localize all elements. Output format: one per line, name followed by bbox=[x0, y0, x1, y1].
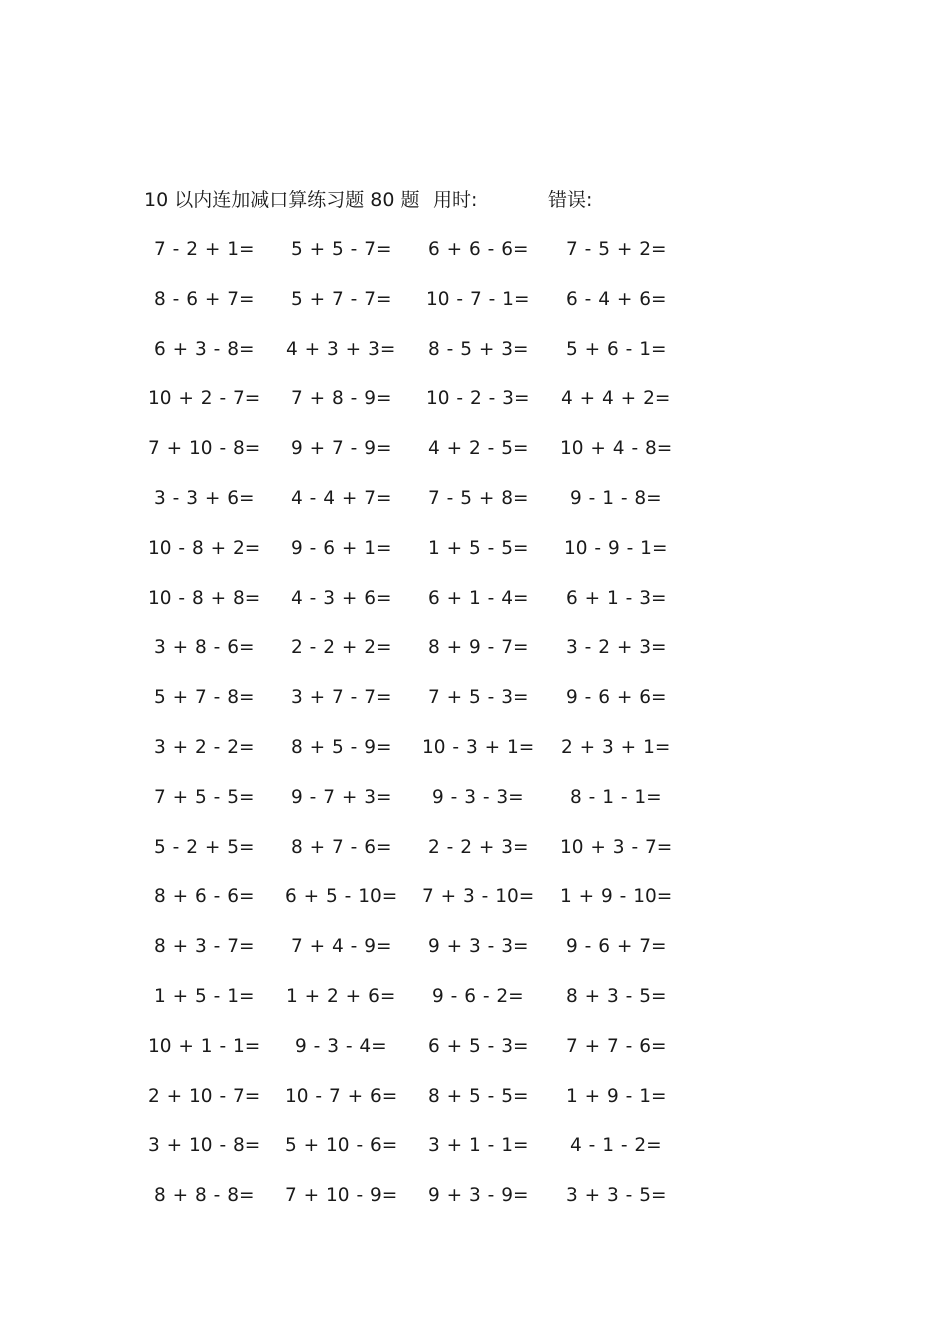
problem-item: 3 + 7 - 7= bbox=[291, 687, 392, 709]
problem-item: 7 - 2 + 1= bbox=[154, 239, 255, 260]
problem-row bbox=[0, 236, 950, 286]
problem-item: 2 - 2 + 2= bbox=[291, 637, 392, 659]
problem-item: 7 + 5 - 3= bbox=[428, 687, 529, 709]
problem-item: 7 - 5 + 2= bbox=[566, 239, 667, 260]
problem-item: 4 - 4 + 7= bbox=[291, 487, 392, 509]
problem-item: 2 + 10 - 7= bbox=[148, 1085, 261, 1107]
problem-item: 10 - 8 + 2= bbox=[148, 537, 261, 559]
problem-item: 7 + 10 - 8= bbox=[148, 438, 261, 460]
problem-item: 7 + 10 - 9= bbox=[285, 1185, 398, 1207]
problem-item: 10 - 7 + 6= bbox=[285, 1085, 398, 1107]
problem-row bbox=[0, 1033, 950, 1083]
problem-item: 10 - 3 + 1= bbox=[422, 736, 535, 758]
problem-item: 7 - 5 + 8= bbox=[428, 487, 529, 509]
problem-item: 6 + 1 - 4= bbox=[428, 587, 529, 609]
problem-row bbox=[0, 883, 950, 933]
problem-item: 1 + 9 - 1= bbox=[566, 1085, 667, 1107]
problem-row bbox=[0, 336, 950, 386]
problem-item: 5 - 2 + 5= bbox=[154, 836, 255, 858]
problem-item: 10 - 2 - 3= bbox=[426, 388, 530, 410]
problem-item: 9 - 7 + 3= bbox=[291, 786, 392, 808]
problem-row bbox=[0, 286, 950, 336]
problem-row bbox=[0, 734, 950, 784]
problem-item: 3 + 2 - 2= bbox=[154, 736, 255, 758]
error-label: 错误: bbox=[548, 189, 593, 211]
problem-item: 10 + 4 - 8= bbox=[560, 438, 673, 460]
problem-row bbox=[0, 983, 950, 1033]
problem-item: 6 - 4 + 6= bbox=[566, 288, 667, 310]
problem-item: 9 - 6 - 2= bbox=[432, 985, 524, 1007]
problem-item: 9 - 3 - 3= bbox=[432, 786, 524, 808]
problem-item: 10 - 9 - 1= bbox=[564, 537, 668, 559]
problem-item: 4 + 4 + 2= bbox=[561, 388, 671, 410]
problem-item: 3 + 10 - 8= bbox=[148, 1135, 261, 1157]
problem-item: 8 + 3 - 7= bbox=[154, 936, 255, 958]
problem-item: 9 - 3 - 4= bbox=[295, 1035, 387, 1057]
problem-item: 3 - 2 + 3= bbox=[566, 637, 667, 659]
problem-item: 8 + 6 - 6= bbox=[154, 886, 255, 908]
problem-item: 5 + 7 - 8= bbox=[154, 687, 255, 709]
problem-item: 8 + 7 - 6= bbox=[291, 836, 392, 858]
problem-item: 8 + 5 - 5= bbox=[428, 1085, 529, 1107]
problem-item: 10 + 3 - 7= bbox=[560, 836, 673, 858]
problem-item: 8 - 5 + 3= bbox=[428, 338, 529, 360]
problem-item: 7 + 5 - 5= bbox=[154, 786, 255, 808]
problem-item: 9 - 6 + 1= bbox=[291, 537, 392, 559]
problem-row bbox=[0, 535, 950, 585]
problem-row bbox=[0, 933, 950, 983]
problem-item: 8 - 1 - 1= bbox=[570, 786, 662, 808]
time-label: 用时: bbox=[433, 189, 478, 211]
problem-item: 6 + 6 - 6= bbox=[428, 239, 529, 260]
problem-item: 3 + 8 - 6= bbox=[154, 637, 255, 659]
problem-row bbox=[0, 634, 950, 684]
problem-row bbox=[0, 585, 950, 635]
problem-item: 4 - 3 + 6= bbox=[291, 587, 392, 609]
problem-item: 3 + 3 - 5= bbox=[566, 1185, 667, 1207]
problem-item: 5 + 6 - 1= bbox=[566, 338, 667, 360]
problem-row bbox=[0, 1182, 950, 1232]
problem-item: 5 + 5 - 7= bbox=[291, 239, 392, 260]
problem-item: 8 + 8 - 8= bbox=[154, 1185, 255, 1207]
problem-item: 5 + 7 - 7= bbox=[291, 288, 392, 310]
problem-item: 9 - 6 + 7= bbox=[566, 936, 667, 958]
problem-item: 10 + 1 - 1= bbox=[148, 1035, 261, 1057]
problem-item: 4 - 1 - 2= bbox=[570, 1135, 662, 1157]
problem-grid bbox=[0, 236, 950, 1232]
problem-row bbox=[0, 435, 950, 485]
problem-item: 8 + 3 - 5= bbox=[566, 985, 667, 1007]
problem-item: 1 + 9 - 10= bbox=[560, 886, 673, 908]
problem-row bbox=[0, 784, 950, 834]
problem-item: 2 - 2 + 3= bbox=[428, 836, 529, 858]
problem-row bbox=[0, 1132, 950, 1182]
problem-row bbox=[0, 485, 950, 535]
problem-item: 4 + 3 + 3= bbox=[286, 338, 396, 360]
problem-item: 8 + 9 - 7= bbox=[428, 637, 529, 659]
problem-item: 9 + 3 - 9= bbox=[428, 1185, 529, 1207]
problem-item: 10 - 7 - 1= bbox=[426, 288, 530, 310]
problem-item: 10 + 2 - 7= bbox=[148, 388, 261, 410]
problem-item: 1 + 5 - 5= bbox=[428, 537, 529, 559]
problem-row bbox=[0, 834, 950, 884]
problem-item: 8 + 5 - 9= bbox=[291, 736, 392, 758]
problem-item: 4 + 2 - 5= bbox=[428, 438, 529, 460]
problem-item: 10 - 8 + 8= bbox=[148, 587, 261, 609]
problem-item: 6 + 1 - 3= bbox=[566, 587, 667, 609]
problem-item: 5 + 10 - 6= bbox=[285, 1135, 398, 1157]
problem-item: 2 + 3 + 1= bbox=[561, 736, 671, 758]
problem-item: 7 + 3 - 10= bbox=[422, 886, 535, 908]
problem-row bbox=[0, 385, 950, 435]
problem-item: 7 + 7 - 6= bbox=[566, 1035, 667, 1057]
problem-item: 7 + 8 - 9= bbox=[291, 388, 392, 410]
problem-item: 8 - 6 + 7= bbox=[154, 288, 255, 310]
problem-item: 3 + 1 - 1= bbox=[428, 1135, 529, 1157]
problem-row bbox=[0, 684, 950, 734]
problem-item: 1 + 2 + 6= bbox=[286, 985, 396, 1007]
problem-item: 9 + 3 - 3= bbox=[428, 936, 529, 958]
problem-item: 3 - 3 + 6= bbox=[154, 487, 255, 509]
problem-item: 9 - 1 - 8= bbox=[570, 487, 662, 509]
problem-item: 9 + 7 - 9= bbox=[291, 438, 392, 460]
problem-item: 1 + 5 - 1= bbox=[154, 985, 255, 1007]
problem-item: 9 - 6 + 6= bbox=[566, 687, 667, 709]
problem-item: 6 + 3 - 8= bbox=[154, 338, 255, 360]
problem-row bbox=[0, 1083, 950, 1133]
worksheet-title: 10 以内连加减口算练习题 80 题 bbox=[144, 189, 420, 211]
problem-item: 6 + 5 - 10= bbox=[285, 886, 398, 908]
problem-item: 7 + 4 - 9= bbox=[291, 936, 392, 958]
problem-item: 6 + 5 - 3= bbox=[428, 1035, 529, 1057]
